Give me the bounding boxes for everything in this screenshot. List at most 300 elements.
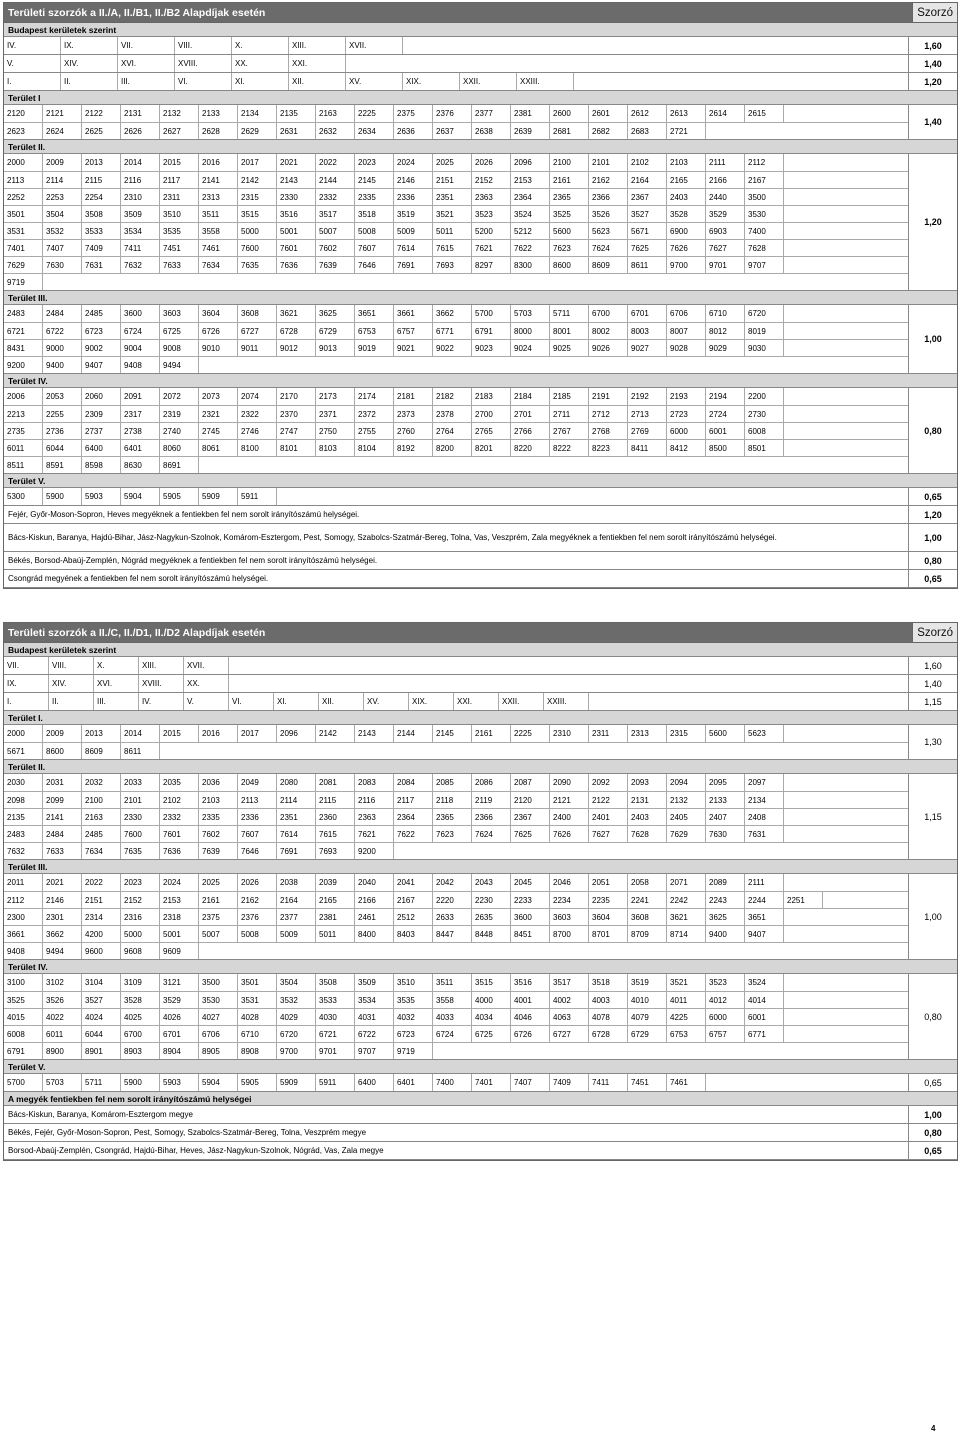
code-cell: 7624 (472, 826, 511, 842)
code-cell: III. (118, 73, 175, 90)
multiplier-value: 0,65 (924, 573, 942, 584)
code-cell: 6400 (355, 1074, 394, 1091)
code-cell: 2103 (199, 792, 238, 808)
code-cell: 6000 (667, 423, 706, 439)
code-cell: 2623 (4, 123, 43, 139)
code-cell: 3621 (667, 909, 706, 925)
code-cell: 2086 (472, 774, 511, 791)
code-cell: 3621 (277, 305, 316, 322)
table-row (4, 774, 908, 791)
code-cell: 7400 (433, 1074, 472, 1091)
code-cell: 2035 (160, 774, 199, 791)
code-cell: 2440 (706, 189, 745, 205)
code-cell: 7630 (43, 257, 82, 273)
code-cell: 4030 (316, 1009, 355, 1025)
row-filler (403, 37, 908, 54)
code-cell: 2233 (511, 892, 550, 908)
code-cell: 2251 (784, 892, 823, 908)
code-cell: 2165 (667, 172, 706, 188)
code-cell: 5711 (550, 305, 589, 322)
code-cell: 8600 (550, 257, 589, 273)
code-cell: XV. (346, 73, 403, 90)
code-cell: 8201 (472, 440, 511, 456)
code-cell: 3603 (550, 909, 589, 925)
code-cell: 7632 (4, 843, 43, 859)
code-cell: 7691 (394, 257, 433, 273)
row-filler (784, 257, 908, 273)
code-cell: 2701 (511, 406, 550, 422)
code-group (4, 974, 957, 1060)
code-cell: 2041 (394, 874, 433, 891)
code-cell: 3102 (43, 974, 82, 991)
code-cell: 9700 (667, 257, 706, 273)
table-row (4, 675, 908, 692)
code-cell: 4015 (4, 1009, 43, 1025)
code-cell: 7401 (472, 1074, 511, 1091)
code-cell: 5703 (43, 1074, 82, 1091)
code-cell: 6008 (745, 423, 784, 439)
code-cell: 7615 (433, 240, 472, 256)
code-cell: 6727 (550, 1026, 589, 1042)
code-cell: 2026 (472, 154, 511, 171)
code-rows (4, 73, 909, 90)
code-cell: 9408 (121, 357, 160, 373)
code-cell: 6720 (277, 1026, 316, 1042)
code-cell: 2711 (550, 406, 589, 422)
code-cell: 2625 (82, 123, 121, 139)
code-cell: 2721 (667, 123, 706, 139)
code-group (4, 37, 957, 55)
code-cell: 2351 (277, 809, 316, 825)
table-row (4, 239, 908, 256)
code-cell: 2628 (199, 123, 238, 139)
code-cell: 2364 (511, 189, 550, 205)
code-cell: 5007 (316, 223, 355, 239)
code-cell: 9707 (745, 257, 784, 273)
table-row (4, 339, 908, 356)
code-cell: 2013 (82, 725, 121, 742)
code-cell: 6728 (277, 323, 316, 339)
code-cell: 4022 (43, 1009, 82, 1025)
code-cell: 8001 (550, 323, 589, 339)
code-cell: 6722 (43, 323, 82, 339)
code-cell: 8901 (82, 1043, 121, 1059)
code-cell: 2025 (433, 154, 472, 171)
code-cell: 2193 (667, 388, 706, 405)
table-header (4, 623, 957, 643)
code-cell: 3558 (433, 992, 472, 1008)
row-filler (784, 105, 908, 122)
code-cell: 2373 (394, 406, 433, 422)
code-cell: 7400 (745, 223, 784, 239)
code-cell: 7627 (706, 240, 745, 256)
code-cell: 5212 (511, 223, 550, 239)
multiplier-value: 1,00 (924, 532, 942, 543)
code-cell: 8701 (589, 926, 628, 942)
table-row (4, 439, 908, 456)
code-cell: 2242 (667, 892, 706, 908)
code-cell: 6011 (4, 440, 43, 456)
code-cell: 3519 (628, 974, 667, 991)
code-cell: 3661 (4, 926, 43, 942)
code-cell: 2112 (745, 154, 784, 171)
code-cell: 5909 (277, 1074, 316, 1091)
code-cell: 7600 (238, 240, 277, 256)
code-cell: 9609 (160, 943, 199, 959)
code-cell: 2111 (745, 874, 784, 891)
code-cell: 4028 (238, 1009, 277, 1025)
code-cell: 2336 (238, 809, 277, 825)
code-cell: 3661 (394, 305, 433, 322)
code-cell: 4011 (667, 992, 706, 1008)
code-cell: 6753 (355, 323, 394, 339)
code-cell: 8904 (160, 1043, 199, 1059)
code-cell: 2372 (355, 406, 394, 422)
row-filler (784, 974, 908, 991)
code-cell: 2200 (745, 388, 784, 405)
code-cell: 3509 (121, 206, 160, 222)
table-row (4, 725, 908, 742)
county-note-text: Békés, Borsod-Abaúj-Zemplén, Nógrád megyéknek a fentiekben fel nem sorolt irányítószámú helységei. (4, 552, 909, 569)
code-cell: 2163 (316, 105, 355, 122)
code-cell: 2332 (160, 809, 199, 825)
table-row (4, 273, 908, 290)
multiplier-value: 0,80 (924, 1011, 942, 1022)
section-heading: Terület II. (4, 140, 957, 154)
code-cell: 2021 (43, 874, 82, 891)
code-cell: 7624 (589, 240, 628, 256)
code-cell: 5011 (433, 223, 472, 239)
code-cell: 9400 (706, 926, 745, 942)
code-cell: 3515 (472, 974, 511, 991)
code-cell: 6706 (199, 1026, 238, 1042)
code-cell: 2132 (160, 105, 199, 122)
code-cell: 7407 (43, 240, 82, 256)
table-row (4, 73, 908, 90)
code-cell: 3100 (4, 974, 43, 991)
code-cell: 2036 (199, 774, 238, 791)
code-cell: 3532 (43, 223, 82, 239)
code-cell: 2484 (43, 305, 82, 322)
table-row (4, 322, 908, 339)
code-cell: 3604 (199, 305, 238, 322)
code-cell: 2153 (160, 892, 199, 908)
code-cell: 2182 (433, 388, 472, 405)
code-cell: 2114 (43, 172, 82, 188)
code-cell: 2006 (4, 388, 43, 405)
code-cell: 2152 (472, 172, 511, 188)
code-cell: 2122 (82, 105, 121, 122)
code-cell: 2084 (394, 774, 433, 791)
code-cell: 6757 (706, 1026, 745, 1042)
code-cell: 8700 (550, 926, 589, 942)
code-cell: 4025 (121, 1009, 160, 1025)
code-cell: 2735 (4, 423, 43, 439)
code-cell: 6710 (238, 1026, 277, 1042)
code-group (4, 693, 957, 711)
code-cell: 5909 (199, 488, 238, 505)
row-filler (574, 73, 908, 90)
code-cell: 8101 (277, 440, 316, 456)
code-cell: 7691 (277, 843, 316, 859)
code-cell: 5200 (472, 223, 511, 239)
code-cell: 2017 (238, 725, 277, 742)
code-cell: 3104 (82, 974, 121, 991)
code-cell: 2615 (745, 105, 784, 122)
code-cell: 2485 (82, 826, 121, 842)
code-cell: 5904 (199, 1074, 238, 1091)
code-cell: 8403 (394, 926, 433, 942)
code-group (4, 105, 957, 140)
code-cell: 2635 (472, 909, 511, 925)
code-cell: 6721 (316, 1026, 355, 1042)
code-cell: 4046 (511, 1009, 550, 1025)
code-cell: 2335 (199, 809, 238, 825)
code-cell: 4029 (277, 1009, 316, 1025)
code-cell: 3501 (4, 206, 43, 222)
code-cell: 9200 (355, 843, 394, 859)
code-cell: 7636 (277, 257, 316, 273)
code-cell: 7631 (745, 826, 784, 842)
code-cell: 3600 (511, 909, 550, 925)
code-cell: 7625 (628, 240, 667, 256)
code-cell: 2113 (238, 792, 277, 808)
code-cell: 8060 (160, 440, 199, 456)
code-rows (4, 675, 909, 692)
code-cell: 8100 (238, 440, 277, 456)
code-cell: 2633 (433, 909, 472, 925)
row-filler (784, 206, 908, 222)
code-cell: II. (61, 73, 118, 90)
code-cell: 2014 (121, 154, 160, 171)
code-cell: 2405 (667, 809, 706, 825)
code-cell: 2023 (121, 874, 160, 891)
table-row (4, 122, 908, 139)
code-cell: 7636 (160, 843, 199, 859)
code-cell: 9019 (355, 340, 394, 356)
code-cell: 9600 (82, 943, 121, 959)
code-cell: 4000 (472, 992, 511, 1008)
code-cell: 2755 (355, 423, 394, 439)
code-cell: 5900 (43, 488, 82, 505)
code-cell: 2016 (199, 725, 238, 742)
code-cell: 7602 (316, 240, 355, 256)
code-cell: 8600 (43, 743, 82, 759)
code-cell: VI. (229, 693, 274, 710)
code-cell: 2301 (43, 909, 82, 925)
code-cell: 3524 (745, 974, 784, 991)
code-cell: 2364 (394, 809, 433, 825)
table-row (4, 388, 908, 405)
code-cell: 2151 (433, 172, 472, 188)
code-rows (4, 874, 909, 959)
code-cell: 2363 (472, 189, 511, 205)
page-number: 4 (931, 1424, 936, 1433)
code-cell: XII. (289, 73, 346, 90)
code-cell: 2638 (472, 123, 511, 139)
code-cell: 3510 (160, 206, 199, 222)
code-group (4, 874, 957, 960)
table-row (4, 1008, 908, 1025)
code-cell: 2161 (472, 725, 511, 742)
code-cell: 4200 (82, 926, 121, 942)
code-rows (4, 1074, 909, 1091)
table-row (4, 1074, 908, 1091)
code-group (4, 305, 957, 374)
row-filler (784, 874, 908, 891)
code-cell: 6728 (589, 1026, 628, 1042)
code-cell: 2144 (394, 725, 433, 742)
code-cell: XXIII. (517, 73, 574, 90)
code-cell: 2170 (277, 388, 316, 405)
code-group (4, 55, 957, 73)
code-cell: 2167 (394, 892, 433, 908)
code-cell: 9024 (511, 340, 550, 356)
table-row (4, 456, 908, 473)
multiplier-value: 0,65 (924, 1077, 942, 1088)
table-row (4, 1025, 908, 1042)
code-cell: 5009 (277, 926, 316, 942)
code-cell: 7614 (394, 240, 433, 256)
code-cell: 7409 (82, 240, 121, 256)
code-cell: 5000 (238, 223, 277, 239)
table-row (4, 791, 908, 808)
code-cell: 3518 (589, 974, 628, 991)
code-cell: 2319 (160, 406, 199, 422)
code-cell: 2022 (316, 154, 355, 171)
section-heading: Terület V. (4, 1060, 957, 1074)
code-cell: 2194 (706, 388, 745, 405)
code-cell: 2371 (316, 406, 355, 422)
code-cell: 2143 (277, 172, 316, 188)
code-cell: 9701 (316, 1043, 355, 1059)
code-cell: 9407 (745, 926, 784, 942)
code-cell: 6725 (472, 1026, 511, 1042)
code-cell: 6706 (667, 305, 706, 322)
table-row (4, 693, 908, 710)
code-cell: 7615 (316, 826, 355, 842)
code-cell: 8200 (433, 440, 472, 456)
code-cell: 3600 (121, 305, 160, 322)
code-cell: 2085 (433, 774, 472, 791)
code-cell: 7622 (511, 240, 550, 256)
code-cell: 2094 (667, 774, 706, 791)
code-group (4, 657, 957, 675)
section-heading: Terület III. (4, 291, 957, 305)
code-cell: 4079 (628, 1009, 667, 1025)
code-cell: 6700 (589, 305, 628, 322)
code-cell: 9026 (589, 340, 628, 356)
code-cell: 5001 (160, 926, 199, 942)
code-rows (4, 725, 909, 759)
multiplier-table-b (3, 622, 958, 1161)
code-cell: 8223 (589, 440, 628, 456)
code-cell: 2016 (199, 154, 238, 171)
code-cell: 2102 (160, 792, 199, 808)
code-cell: 5700 (4, 1074, 43, 1091)
code-cell: 2144 (316, 172, 355, 188)
code-cell: 9707 (355, 1043, 394, 1059)
code-cell: XVII. (184, 657, 229, 674)
code-cell: 2024 (160, 874, 199, 891)
code-cell: 9021 (394, 340, 433, 356)
code-cell: 5905 (238, 1074, 277, 1091)
code-cell: 8003 (628, 323, 667, 339)
code-cell: 2225 (511, 725, 550, 742)
code-cell: 4001 (511, 992, 550, 1008)
multiplier-column-header: Szorzó (912, 623, 957, 642)
code-cell: VII. (4, 657, 49, 674)
code-cell: 2115 (316, 792, 355, 808)
code-cell: 7639 (316, 257, 355, 273)
code-cell: 3527 (82, 992, 121, 1008)
table-row (4, 422, 908, 439)
code-cell: 2746 (238, 423, 277, 439)
code-cell: 2254 (82, 189, 121, 205)
code-cell: 8598 (82, 457, 121, 473)
code-cell: 2039 (316, 874, 355, 891)
code-cell: 6710 (706, 305, 745, 322)
code-cell: 2120 (511, 792, 550, 808)
code-cell: 5903 (82, 488, 121, 505)
code-cell: 7629 (4, 257, 43, 273)
code-cell: 2043 (472, 874, 511, 891)
code-cell: 3625 (706, 909, 745, 925)
code-cell: 3504 (43, 206, 82, 222)
code-cell: 2192 (628, 388, 667, 405)
code-cell: 2300 (4, 909, 43, 925)
code-cell: 2141 (43, 809, 82, 825)
code-cell: 2017 (238, 154, 277, 171)
code-cell: 8501 (745, 440, 784, 456)
code-cell: 2099 (43, 792, 82, 808)
row-filler (229, 657, 908, 674)
table-row (4, 405, 908, 422)
code-cell: 4024 (82, 1009, 121, 1025)
code-cell: 6726 (511, 1026, 550, 1042)
table-title: Területi szorzók a II./C, II./D1, II./D2 Alapdíjak esetén (8, 626, 266, 639)
code-cell: 2111 (706, 154, 745, 171)
code-cell: 2167 (745, 172, 784, 188)
code-cell: 2220 (433, 892, 472, 908)
county-note-text: Békés, Fejér, Győr-Moson-Sopron, Pest, Somogy, Szabolcs-Szatmár-Bereg, Tolna, Veszprém megye (4, 1124, 909, 1141)
table-row (4, 842, 908, 859)
code-cell: 2134 (745, 792, 784, 808)
table-header (4, 3, 957, 23)
table-row (4, 908, 908, 925)
code-cell: 2116 (121, 172, 160, 188)
code-cell: 7461 (667, 1074, 706, 1091)
code-cell: 2313 (628, 725, 667, 742)
code-cell: 8220 (511, 440, 550, 456)
code-cell: 9028 (667, 340, 706, 356)
table-row (4, 1042, 908, 1059)
code-cell: 3526 (43, 992, 82, 1008)
code-cell: 2712 (589, 406, 628, 422)
code-cell: 2071 (667, 874, 706, 891)
code-cell: X. (94, 657, 139, 674)
row-filler (784, 926, 908, 942)
row-filler (589, 693, 908, 710)
row-filler (394, 843, 908, 859)
code-cell: 3533 (316, 992, 355, 1008)
multiplier-value: 0,65 (924, 491, 942, 502)
row-filler (199, 357, 908, 373)
code-cell: XI. (274, 693, 319, 710)
code-cell: 2093 (628, 774, 667, 791)
code-cell: 2310 (550, 725, 589, 742)
code-cell: 7646 (355, 257, 394, 273)
